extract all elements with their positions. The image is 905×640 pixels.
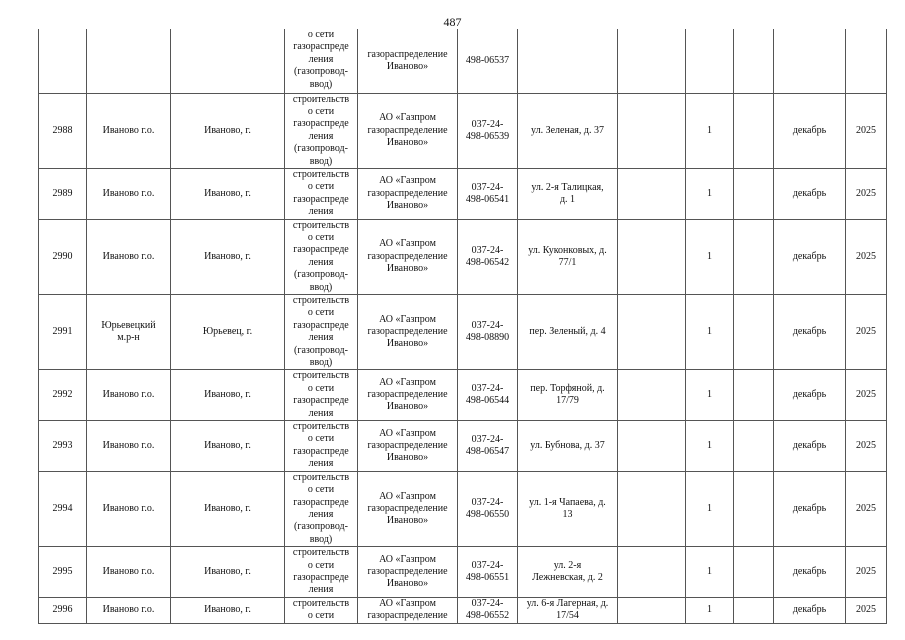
work-type-cell — [285, 295, 358, 370]
month-cell: декабрь — [774, 370, 846, 421]
month-cell: декабрь — [774, 93, 846, 168]
row-number-cell: 2996 — [39, 597, 87, 623]
object-code-cell — [458, 168, 518, 219]
object-code-cell — [458, 547, 518, 598]
work-type-line: газораспреде — [293, 571, 349, 583]
district-cell — [87, 370, 171, 421]
gas-network-table — [38, 29, 887, 624]
operator-line: Иваново» — [386, 515, 429, 526]
month-cell: декабрь — [774, 219, 846, 294]
work-type-line: строительств — [292, 219, 350, 231]
object-code-cell — [458, 29, 518, 93]
work-type-line: газораспреде — [293, 445, 349, 457]
address-line: ул. 2-я — [553, 559, 582, 571]
table-row — [39, 471, 887, 546]
address-cell — [518, 597, 618, 623]
row-number-cell: 2992 — [39, 370, 87, 421]
address-cell — [518, 421, 618, 472]
work-type-line: о сети — [307, 610, 335, 622]
table-row — [39, 370, 887, 421]
district-line: Иваново г.о. — [102, 250, 155, 262]
year-cell: 2025 — [846, 295, 887, 370]
work-type-line: ления — [308, 458, 334, 470]
table-row — [39, 421, 887, 472]
operator-line: Иваново» — [386, 199, 429, 211]
row-number-cell: 2989 — [39, 168, 87, 219]
district-line: Иваново г.о. — [102, 187, 155, 199]
work-type-line: (газопровод- — [294, 143, 348, 155]
work-type-line: строительств — [292, 168, 350, 180]
object-code-line: 498-06537 — [465, 54, 510, 66]
address-line: 17/54 — [556, 610, 579, 622]
district-line: Юрьевецкий — [101, 320, 156, 332]
year-cell: 2025 — [846, 421, 887, 472]
district-line: Иваново г.о. — [102, 124, 155, 136]
empty-cell — [618, 471, 686, 546]
work-type-line: о сети — [307, 307, 335, 319]
table-row — [39, 547, 887, 598]
work-type-cell — [285, 421, 358, 472]
month-cell: декабрь — [774, 168, 846, 219]
address-cell — [518, 168, 618, 219]
table-row — [39, 219, 887, 294]
month-cell: декабрь — [774, 597, 846, 623]
month-cell: декабрь — [774, 421, 846, 472]
address-line: ул. 6-я Лагерная, д. — [526, 597, 609, 609]
empty-cell — [734, 370, 774, 421]
work-type-line: о сети — [307, 105, 335, 117]
object-code-cell — [458, 421, 518, 472]
empty-cell — [734, 421, 774, 472]
month-cell: декабрь — [774, 295, 846, 370]
object-code-line: 498-08890 — [465, 332, 510, 344]
object-code-line: 498-06542 — [465, 256, 510, 268]
work-type-line: строительств — [292, 295, 350, 306]
empty-cell — [734, 219, 774, 294]
district-cell — [87, 29, 171, 93]
table-row — [39, 295, 887, 370]
year-cell: 2025 — [846, 597, 887, 623]
address-line: 17/79 — [556, 395, 579, 407]
district-cell — [87, 219, 171, 294]
operator-line: газораспределение — [367, 326, 448, 338]
work-type-line: строительств — [292, 370, 350, 382]
empty-cell — [734, 295, 774, 370]
operator-cell — [358, 219, 458, 294]
year-cell: 2025 — [846, 219, 887, 294]
address-line: 13 — [562, 508, 573, 520]
empty-cell — [734, 471, 774, 546]
table-row — [39, 597, 887, 623]
address-cell — [518, 547, 618, 598]
count-cell: 1 — [686, 295, 734, 370]
object-code-cell — [458, 93, 518, 168]
operator-line: Иваново» — [386, 262, 429, 274]
work-type-cell — [285, 471, 358, 546]
work-type-line: газораспреде — [293, 244, 349, 256]
work-type-cell — [285, 547, 358, 598]
row-number-cell: 2988 — [39, 93, 87, 168]
operator-cell — [358, 29, 458, 93]
district-line: Иваново г.о. — [102, 502, 155, 514]
empty-cell — [734, 547, 774, 598]
month-cell — [774, 29, 846, 93]
operator-line: газораспределение — [367, 439, 448, 451]
work-type-line: газораспреде — [293, 193, 349, 205]
work-type-cell — [285, 93, 358, 168]
district-cell — [87, 93, 171, 168]
district-line: Иваново г.о. — [102, 604, 155, 616]
operator-line: АО «Газпром — [379, 238, 436, 250]
empty-cell — [618, 168, 686, 219]
work-type-cell — [285, 370, 358, 421]
work-type-cell — [285, 168, 358, 219]
work-type-line: (газопровод- — [294, 269, 348, 281]
year-cell: 2025 — [846, 547, 887, 598]
page-number: 487 — [443, 15, 462, 29]
district-cell — [87, 168, 171, 219]
locality-cell — [171, 29, 285, 93]
locality-cell: Иваново, г. — [171, 471, 285, 546]
address-line: ул. Куконковых, д. — [528, 244, 607, 256]
work-type-line: ввод) — [309, 357, 333, 369]
object-code-line: 037-24- — [471, 244, 504, 256]
object-code-line: 498-06551 — [465, 571, 510, 583]
empty-cell — [734, 29, 774, 93]
district-cell — [87, 295, 171, 370]
work-type-line: ввод) — [309, 533, 333, 545]
operator-cell — [358, 547, 458, 598]
object-code-cell — [458, 370, 518, 421]
operator-line: АО «Газпром — [379, 313, 436, 325]
empty-cell — [618, 29, 686, 93]
object-code-line: 037-24- — [471, 559, 504, 571]
work-type-line: строительств — [292, 471, 350, 483]
locality-cell: Иваново, г. — [171, 421, 285, 472]
locality-cell: Иваново, г. — [171, 597, 285, 623]
work-type-line: газораспреде — [293, 41, 349, 53]
address-line: пер. Торфяной, д. — [530, 383, 605, 395]
operator-line: АО «Газпром — [379, 553, 436, 565]
address-cell — [518, 295, 618, 370]
object-code-line: 037-24- — [471, 383, 504, 395]
operator-line: Иваново» — [386, 60, 429, 72]
operator-line: газораспределение — [367, 187, 448, 199]
address-line: ул. 2-я Талицкая, — [531, 181, 604, 193]
empty-cell — [618, 219, 686, 294]
address-line: ул. Зеленая, д. 37 — [531, 124, 604, 136]
work-type-line: ления — [308, 584, 334, 596]
operator-line: Иваново» — [386, 401, 429, 413]
row-number-cell: 2993 — [39, 421, 87, 472]
district-cell — [87, 471, 171, 546]
operator-line: АО «Газпром — [379, 112, 436, 124]
work-type-line: ления — [308, 508, 334, 520]
work-type-line: ввод) — [309, 155, 333, 167]
table-row — [39, 93, 887, 168]
work-type-cell — [285, 219, 358, 294]
operator-cell — [358, 421, 458, 472]
empty-cell — [734, 168, 774, 219]
address-line: ул. Бубнова, д. 37 — [530, 439, 605, 451]
table-row — [39, 29, 887, 93]
operator-line: АО «Газпром — [379, 490, 436, 502]
work-type-line: о сети — [307, 181, 335, 193]
work-type-line: строительств — [292, 597, 350, 609]
operator-line: АО «Газпром — [379, 376, 436, 388]
district-line: Иваново г.о. — [102, 389, 155, 401]
row-number-cell: 2995 — [39, 547, 87, 598]
object-code-cell — [458, 219, 518, 294]
operator-cell — [358, 471, 458, 546]
operator-cell — [358, 93, 458, 168]
district-line: м.р-н — [117, 332, 140, 344]
count-cell: 1 — [686, 219, 734, 294]
district-cell — [87, 597, 171, 623]
work-type-line: ввод) — [309, 78, 333, 90]
work-type-line: строительств — [292, 93, 350, 105]
count-cell: 1 — [686, 547, 734, 598]
work-type-line: ввод) — [309, 281, 333, 293]
count-cell — [686, 29, 734, 93]
address-cell — [518, 29, 618, 93]
count-cell: 1 — [686, 597, 734, 623]
address-line: Лежневская, д. 2 — [532, 571, 603, 583]
operator-line: газораспределение — [367, 48, 448, 60]
address-cell — [518, 93, 618, 168]
work-type-line: о сети — [307, 484, 335, 496]
year-cell: 2025 — [846, 370, 887, 421]
locality-cell: Иваново, г. — [171, 168, 285, 219]
district-cell — [87, 421, 171, 472]
operator-cell — [358, 597, 458, 623]
empty-cell — [618, 421, 686, 472]
operator-line: Иваново» — [386, 451, 429, 463]
row-number-cell: 2994 — [39, 471, 87, 546]
work-type-line: строительств — [292, 547, 350, 559]
locality-cell: Юрьевец, г. — [171, 295, 285, 370]
table-row — [39, 168, 887, 219]
address-line: ул. 1-я Чапаева, д. — [529, 496, 606, 508]
work-type-line: о сети — [307, 29, 335, 40]
object-code-line: 498-06541 — [465, 193, 510, 205]
address-line: д. 1 — [559, 193, 576, 205]
work-type-line: ления — [308, 130, 334, 142]
work-type-line: (газопровод- — [294, 521, 348, 533]
empty-cell — [618, 295, 686, 370]
work-type-line: о сети — [307, 559, 335, 571]
operator-line: газораспределение — [367, 502, 448, 514]
locality-cell: Иваново, г. — [171, 219, 285, 294]
district-line: Иваново г.о. — [102, 565, 155, 577]
table-body — [39, 29, 887, 623]
month-cell: декабрь — [774, 547, 846, 598]
operator-cell — [358, 295, 458, 370]
locality-cell: Иваново, г. — [171, 547, 285, 598]
count-cell: 1 — [686, 93, 734, 168]
operator-line: Иваново» — [386, 578, 429, 590]
work-type-cell — [285, 29, 358, 93]
object-code-line: 498-06547 — [465, 445, 510, 457]
address-line: пер. Зеленый, д. 4 — [529, 326, 606, 338]
year-cell: 2025 — [846, 168, 887, 219]
work-type-line: ления — [308, 206, 334, 218]
district-line: Иваново г.о. — [102, 439, 155, 451]
district-cell — [87, 547, 171, 598]
work-type-line: (газопровод- — [294, 344, 348, 356]
operator-line: Иваново» — [386, 338, 429, 350]
object-code-line: 498-06552 — [465, 610, 510, 622]
year-cell: 2025 — [846, 93, 887, 168]
operator-line: Иваново» — [386, 136, 429, 148]
operator-cell — [358, 370, 458, 421]
object-code-line: 037-24- — [471, 181, 504, 193]
work-type-line: газораспреде — [293, 395, 349, 407]
work-type-line: строительств — [292, 421, 350, 433]
object-code-line: 498-06539 — [465, 130, 510, 142]
work-type-line: газораспреде — [293, 118, 349, 130]
count-cell: 1 — [686, 370, 734, 421]
address-cell — [518, 219, 618, 294]
object-code-cell — [458, 597, 518, 623]
year-cell — [846, 29, 887, 93]
row-number-cell — [39, 29, 87, 93]
work-type-line: газораспреде — [293, 319, 349, 331]
operator-line: АО «Газпром — [379, 175, 436, 187]
work-type-cell — [285, 597, 358, 623]
address-cell — [518, 370, 618, 421]
work-type-line: (газопровод- — [294, 66, 348, 78]
address-cell — [518, 471, 618, 546]
object-code-line: 498-06550 — [465, 508, 510, 520]
operator-line: газораспределение — [367, 565, 448, 577]
work-type-line: о сети — [307, 231, 335, 243]
object-code-line: 037-24- — [471, 320, 504, 332]
work-type-line: ления — [308, 53, 334, 65]
operator-line: газораспределение — [367, 389, 448, 401]
work-type-line: о сети — [307, 433, 335, 445]
count-cell: 1 — [686, 421, 734, 472]
row-number-cell: 2990 — [39, 219, 87, 294]
operator-line: газораспределение — [367, 250, 448, 262]
object-code-line: 037-24- — [471, 496, 504, 508]
operator-line: АО «Газпром — [379, 427, 436, 439]
object-code-line: 037-24- — [471, 118, 504, 130]
work-type-line: ления — [308, 332, 334, 344]
empty-cell — [734, 597, 774, 623]
locality-cell: Иваново, г. — [171, 370, 285, 421]
operator-line: АО «Газпром — [379, 597, 436, 609]
count-cell: 1 — [686, 471, 734, 546]
address-line: 77/1 — [558, 256, 577, 268]
empty-cell — [618, 370, 686, 421]
locality-cell: Иваново, г. — [171, 93, 285, 168]
year-cell: 2025 — [846, 471, 887, 546]
empty-cell — [618, 93, 686, 168]
work-type-line: газораспреде — [293, 496, 349, 508]
object-code-line: 498-06544 — [465, 395, 510, 407]
object-code-cell — [458, 471, 518, 546]
object-code-line: 037-24- — [471, 597, 504, 609]
count-cell: 1 — [686, 168, 734, 219]
operator-cell — [358, 168, 458, 219]
row-number-cell: 2991 — [39, 295, 87, 370]
empty-cell — [618, 597, 686, 623]
empty-cell — [734, 93, 774, 168]
object-code-cell — [458, 295, 518, 370]
operator-line: газораспределение — [367, 124, 448, 136]
operator-line: газораспределение — [367, 610, 448, 622]
month-cell: декабрь — [774, 471, 846, 546]
work-type-line: о сети — [307, 382, 335, 394]
object-code-line: 037-24- — [471, 433, 504, 445]
work-type-line: ления — [308, 407, 334, 419]
work-type-line: ления — [308, 256, 334, 268]
empty-cell — [618, 547, 686, 598]
